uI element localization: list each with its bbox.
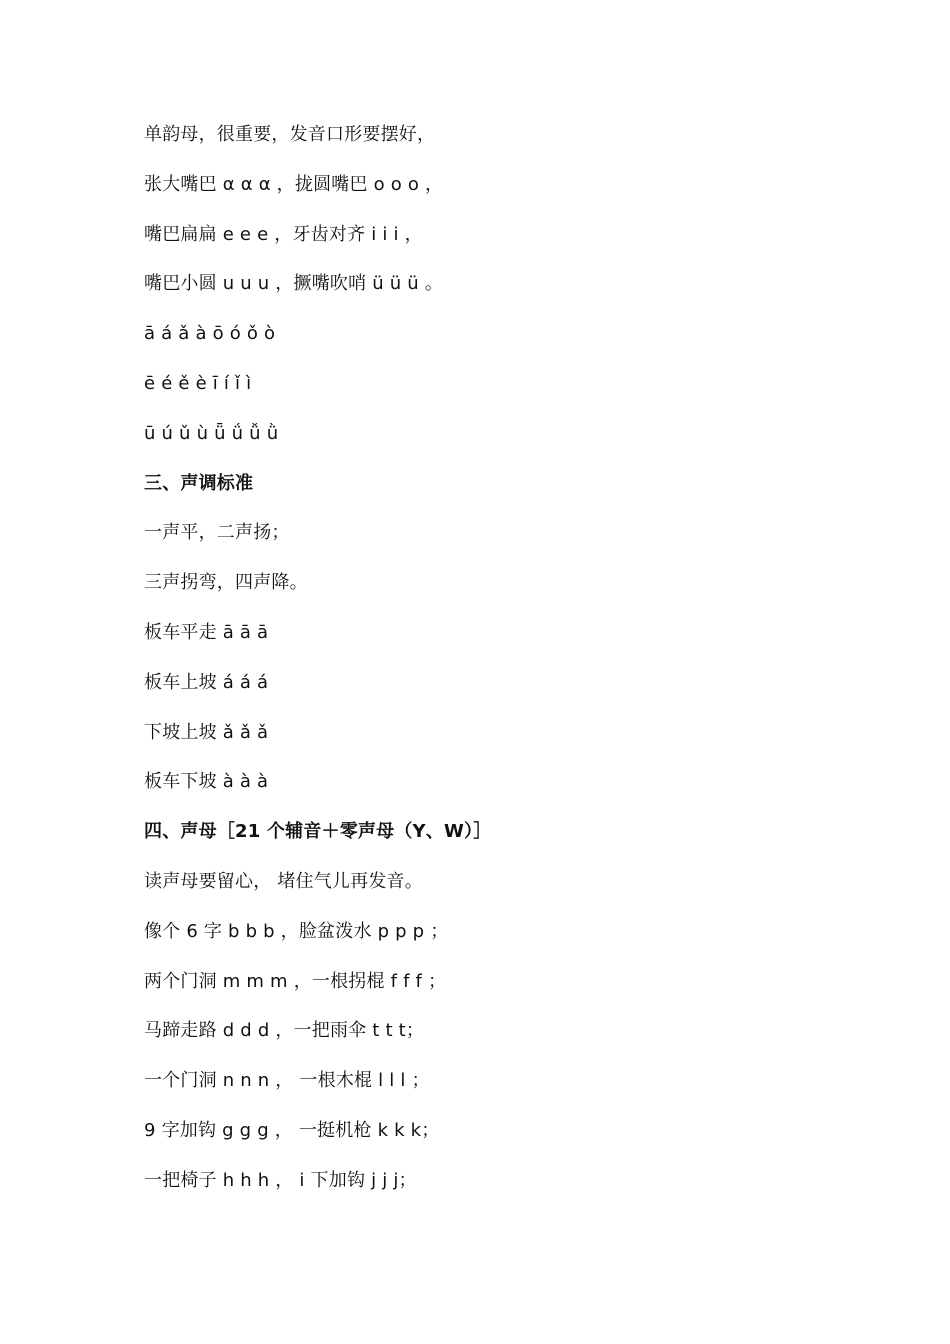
text-line: 两个门洞 m m m ，一根拐棍 f f f ； [144, 970, 447, 992]
text-line: 板车上坡 á á á [144, 671, 269, 693]
text-line: ē é ě è ī í ǐ ì [144, 372, 252, 394]
section-heading: 四、声母［21 个辅音＋零声母（Y、W）］ [144, 821, 492, 843]
text-line: 张大嘴巴 α α α ，拢圆嘴巴 o o o ， [144, 173, 444, 195]
text-line: 一把椅子 h h h ， i 下加钩 j j j； [144, 1169, 417, 1191]
text-line: 三声拐弯，四声降。 [144, 572, 308, 594]
text-line: ū ú ǔ ù ǖ ǘ ǚ ǜ [144, 422, 279, 444]
text-line: 板车平走 ā ā ā [144, 621, 269, 643]
text-line: 马蹄走路 d d d ，一把雨伞 t t t； [144, 1020, 425, 1042]
text-line: 一个门洞 n n n ， 一根木棍 l l l ； [144, 1070, 430, 1092]
text-line: ā á ǎ à ō ó ǒ ò [144, 323, 276, 345]
section-heading: 三、声调标准 [144, 472, 254, 494]
text-line: 一声平，二声扬； [144, 522, 290, 544]
text-line: 板车下坡 à à à [144, 771, 269, 793]
text-line: 9 字加钩 g g g ， 一挺机枪 k k k； [144, 1119, 440, 1141]
text-line: 像个 6 字 b b b ，脸盆泼水 p p p ； [144, 920, 449, 942]
text-line: 嘴巴小圆 u u u ，撅嘴吹哨 ü ü ü 。 [144, 273, 444, 295]
text-line: 下坡上坡 ǎ ǎ ǎ [144, 721, 269, 743]
text-line: 读声母要留心， 堵住气儿再发音。 [144, 870, 423, 892]
text-line: 嘴巴扁扁 e e e ，牙齿对齐 i i i ， [144, 223, 423, 245]
text-line: 单韵母，很重要，发音口形要摆好， [144, 124, 436, 145]
document-body [144, 118, 864, 1214]
